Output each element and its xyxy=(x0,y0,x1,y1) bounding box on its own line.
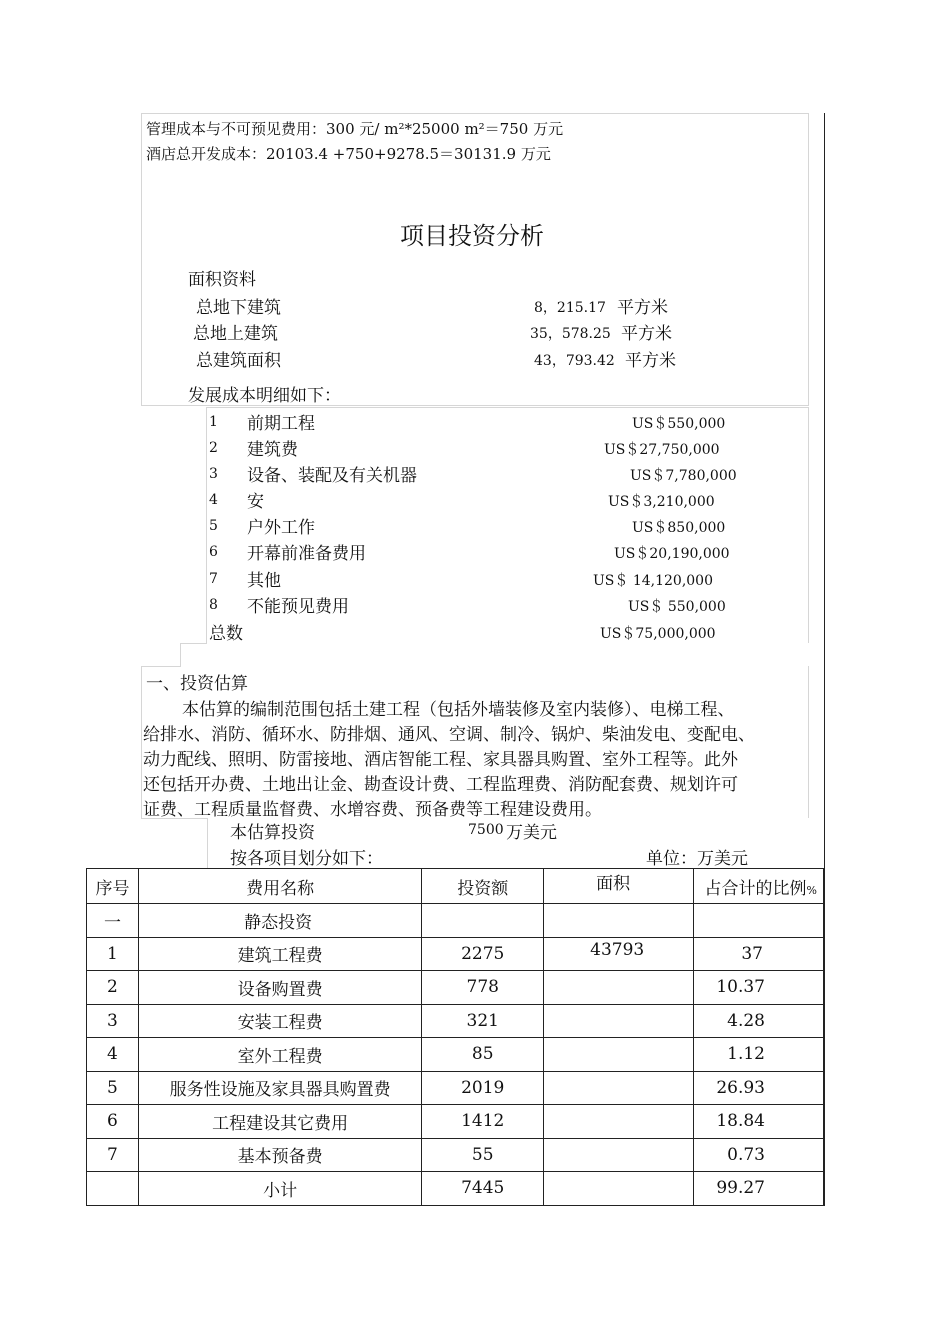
row-area xyxy=(544,1071,694,1105)
cost-item-name: 不能预见费用 xyxy=(247,597,349,617)
grid-line xyxy=(180,643,207,644)
row-area: 43793 xyxy=(544,937,694,971)
cost-item-amount: US＄ 14,120,000 xyxy=(593,573,713,589)
cost-total-label: 总数 xyxy=(209,624,243,644)
investment-table xyxy=(86,868,824,1206)
grid-line xyxy=(206,407,809,408)
row-name: 静态投资 xyxy=(138,904,421,938)
cost-item-no: 3 xyxy=(209,466,218,482)
grid-line xyxy=(808,113,809,405)
row-name: 小计 xyxy=(138,1172,421,1206)
row-amount: 2019 xyxy=(422,1071,544,1105)
header-name: 费用名称 xyxy=(138,869,421,904)
estimate-total-label: 本估算投资 xyxy=(230,823,315,843)
row-amount: 2275 xyxy=(422,937,544,971)
row-amount: 321 xyxy=(422,1004,544,1038)
estimate-paragraph-line: 还包括开办费、土地出让金、勘查设计费、工程监理费、消防配套费、规划许可 xyxy=(143,775,738,795)
area-heading: 面积资料 xyxy=(188,270,256,290)
cost-item-amount: US＄20,190,000 xyxy=(614,546,730,562)
cost-item-amount: US＄850,000 xyxy=(632,520,726,536)
grid-line xyxy=(808,407,809,643)
row-name: 建筑工程费 xyxy=(138,937,421,971)
header-line-management-cost: 管理成本与不可预见费用：300 元/ m²*25000 m²＝750 万元 xyxy=(146,120,564,138)
cost-item-no: 8 xyxy=(209,597,218,613)
header-line-total-cost: 酒店总开发成本：20103.4 +750+9278.5＝30131.9 万元 xyxy=(146,145,551,163)
table-header-row xyxy=(87,869,824,904)
row-no: 1 xyxy=(87,937,139,971)
row-name: 室外工程费 xyxy=(138,1038,421,1072)
cost-item-amount: US＄550,000 xyxy=(632,416,726,432)
cost-item-name: 开幕前准备费用 xyxy=(247,544,366,564)
cost-item-no: 5 xyxy=(209,518,218,534)
area-unit-aboveground: 平方米 xyxy=(621,324,672,344)
row-name: 服务性设施及家具器具购置费 xyxy=(138,1071,421,1105)
row-ratio: 37 xyxy=(694,937,824,971)
cost-detail-heading: 发展成本明细如下： xyxy=(188,386,341,406)
estimate-unit-label: 单位：万美元 xyxy=(646,849,748,869)
row-name: 工程建设其它费用 xyxy=(138,1105,421,1139)
row-amount: 1412 xyxy=(422,1105,544,1139)
cost-item-name: 设备、装配及有关机器 xyxy=(247,466,417,486)
row-no: 5 xyxy=(87,1071,139,1105)
grid-line xyxy=(808,666,809,818)
header-area: 面积 xyxy=(544,869,694,904)
row-no: 3 xyxy=(87,1004,139,1038)
row-no: 一 xyxy=(87,904,139,938)
cost-item-no: 2 xyxy=(209,440,218,456)
row-amount xyxy=(422,904,544,938)
row-no xyxy=(87,1172,139,1206)
table-row xyxy=(87,1138,824,1172)
area-unit-total: 平方米 xyxy=(625,351,676,371)
grid-line xyxy=(141,113,809,114)
cost-item-amount: US＄ 550,000 xyxy=(628,599,726,615)
cost-item-amount: US＄27,750,000 xyxy=(604,442,720,458)
row-ratio: 26.93 xyxy=(694,1071,824,1105)
row-area xyxy=(544,1138,694,1172)
grid-line xyxy=(206,407,207,643)
area-label-underground: 总地下建筑 xyxy=(196,298,281,318)
row-area xyxy=(544,1004,694,1038)
area-value-underground: 8，215.17 xyxy=(534,300,606,316)
row-name: 安装工程费 xyxy=(138,1004,421,1038)
estimate-paragraph-line: 本估算的编制范围包括土建工程（包括外墙装修及室内装修）、电梯工程、 xyxy=(182,700,735,720)
table-row xyxy=(87,937,824,971)
grid-line xyxy=(207,818,208,868)
row-ratio: 18.84 xyxy=(694,1105,824,1139)
estimate-total-value: 7500 xyxy=(468,822,504,838)
cost-item-no: 6 xyxy=(209,544,218,560)
estimate-split-label: 按各项目划分如下： xyxy=(230,849,383,869)
cost-item-name: 其他 xyxy=(247,571,281,591)
row-ratio: 4.28 xyxy=(694,1004,824,1038)
table-row xyxy=(87,971,824,1005)
row-no: 2 xyxy=(87,971,139,1005)
row-area xyxy=(544,904,694,938)
row-area xyxy=(544,1038,694,1072)
table-row xyxy=(87,1071,824,1105)
grid-line xyxy=(180,643,181,666)
row-name: 设备购置费 xyxy=(138,971,421,1005)
row-area xyxy=(544,1172,694,1206)
row-amount: 85 xyxy=(422,1038,544,1072)
estimate-paragraph-line: 给排水、消防、循环水、防排烟、通风、空调、制冷、锅炉、柴油发电、变配电、 xyxy=(143,725,755,745)
row-ratio: 1.12 xyxy=(694,1038,824,1072)
table-row xyxy=(87,904,824,938)
estimate-total-unit: 万美元 xyxy=(506,823,557,843)
row-no: 6 xyxy=(87,1105,139,1139)
grid-line xyxy=(141,113,142,405)
row-amount: 7445 xyxy=(422,1172,544,1206)
cost-item-amount: US＄3,210,000 xyxy=(608,494,715,510)
grid-line xyxy=(141,666,142,818)
row-amount: 778 xyxy=(422,971,544,1005)
header-amount: 投资额 xyxy=(422,869,544,904)
cost-item-amount: US＄7,780,000 xyxy=(630,468,737,484)
row-ratio xyxy=(694,904,824,938)
header-no: 序号 xyxy=(87,869,139,904)
estimate-paragraph-line: 证费、工程质量监督费、水增容费、预备费等工程建设费用。 xyxy=(143,800,602,820)
header-ratio: 占合计的比例% xyxy=(694,869,824,904)
area-label-aboveground: 总地上建筑 xyxy=(193,324,278,344)
cost-item-no: 4 xyxy=(209,492,218,508)
estimate-heading: 一、投资估算 xyxy=(146,674,248,694)
cost-item-name: 安 xyxy=(247,492,264,512)
estimate-paragraph-line: 动力配线、照明、防雷接地、酒店智能工程、家具器具购置、室外工程等。此外 xyxy=(143,750,738,770)
cost-total-amount: US＄75,000,000 xyxy=(600,626,716,642)
cost-item-name: 建筑费 xyxy=(247,440,298,460)
cost-item-no: 7 xyxy=(209,571,218,587)
area-unit-underground: 平方米 xyxy=(617,298,668,318)
row-no: 7 xyxy=(87,1138,139,1172)
row-area xyxy=(544,971,694,1005)
grid-line xyxy=(141,666,181,667)
table-row-subtotal xyxy=(87,1172,824,1206)
table-row xyxy=(87,1105,824,1139)
row-ratio: 99.27 xyxy=(694,1172,824,1206)
table-row xyxy=(87,1004,824,1038)
cost-item-name: 前期工程 xyxy=(247,414,315,434)
row-ratio: 0.73 xyxy=(694,1138,824,1172)
cost-item-name: 户外工作 xyxy=(247,518,315,538)
row-area xyxy=(544,1105,694,1139)
area-value-total: 43，793.42 xyxy=(534,353,615,369)
row-amount: 55 xyxy=(422,1138,544,1172)
table-row xyxy=(87,1038,824,1072)
cost-item-no: 1 xyxy=(209,414,218,430)
page-title: 项目投资分析 xyxy=(400,222,544,250)
row-name: 基本预备费 xyxy=(138,1138,421,1172)
page-right-border xyxy=(824,113,825,1206)
area-label-total: 总建筑面积 xyxy=(196,351,281,371)
area-value-aboveground: 35，578.25 xyxy=(530,326,611,342)
row-no: 4 xyxy=(87,1038,139,1072)
row-ratio: 10.37 xyxy=(694,971,824,1005)
